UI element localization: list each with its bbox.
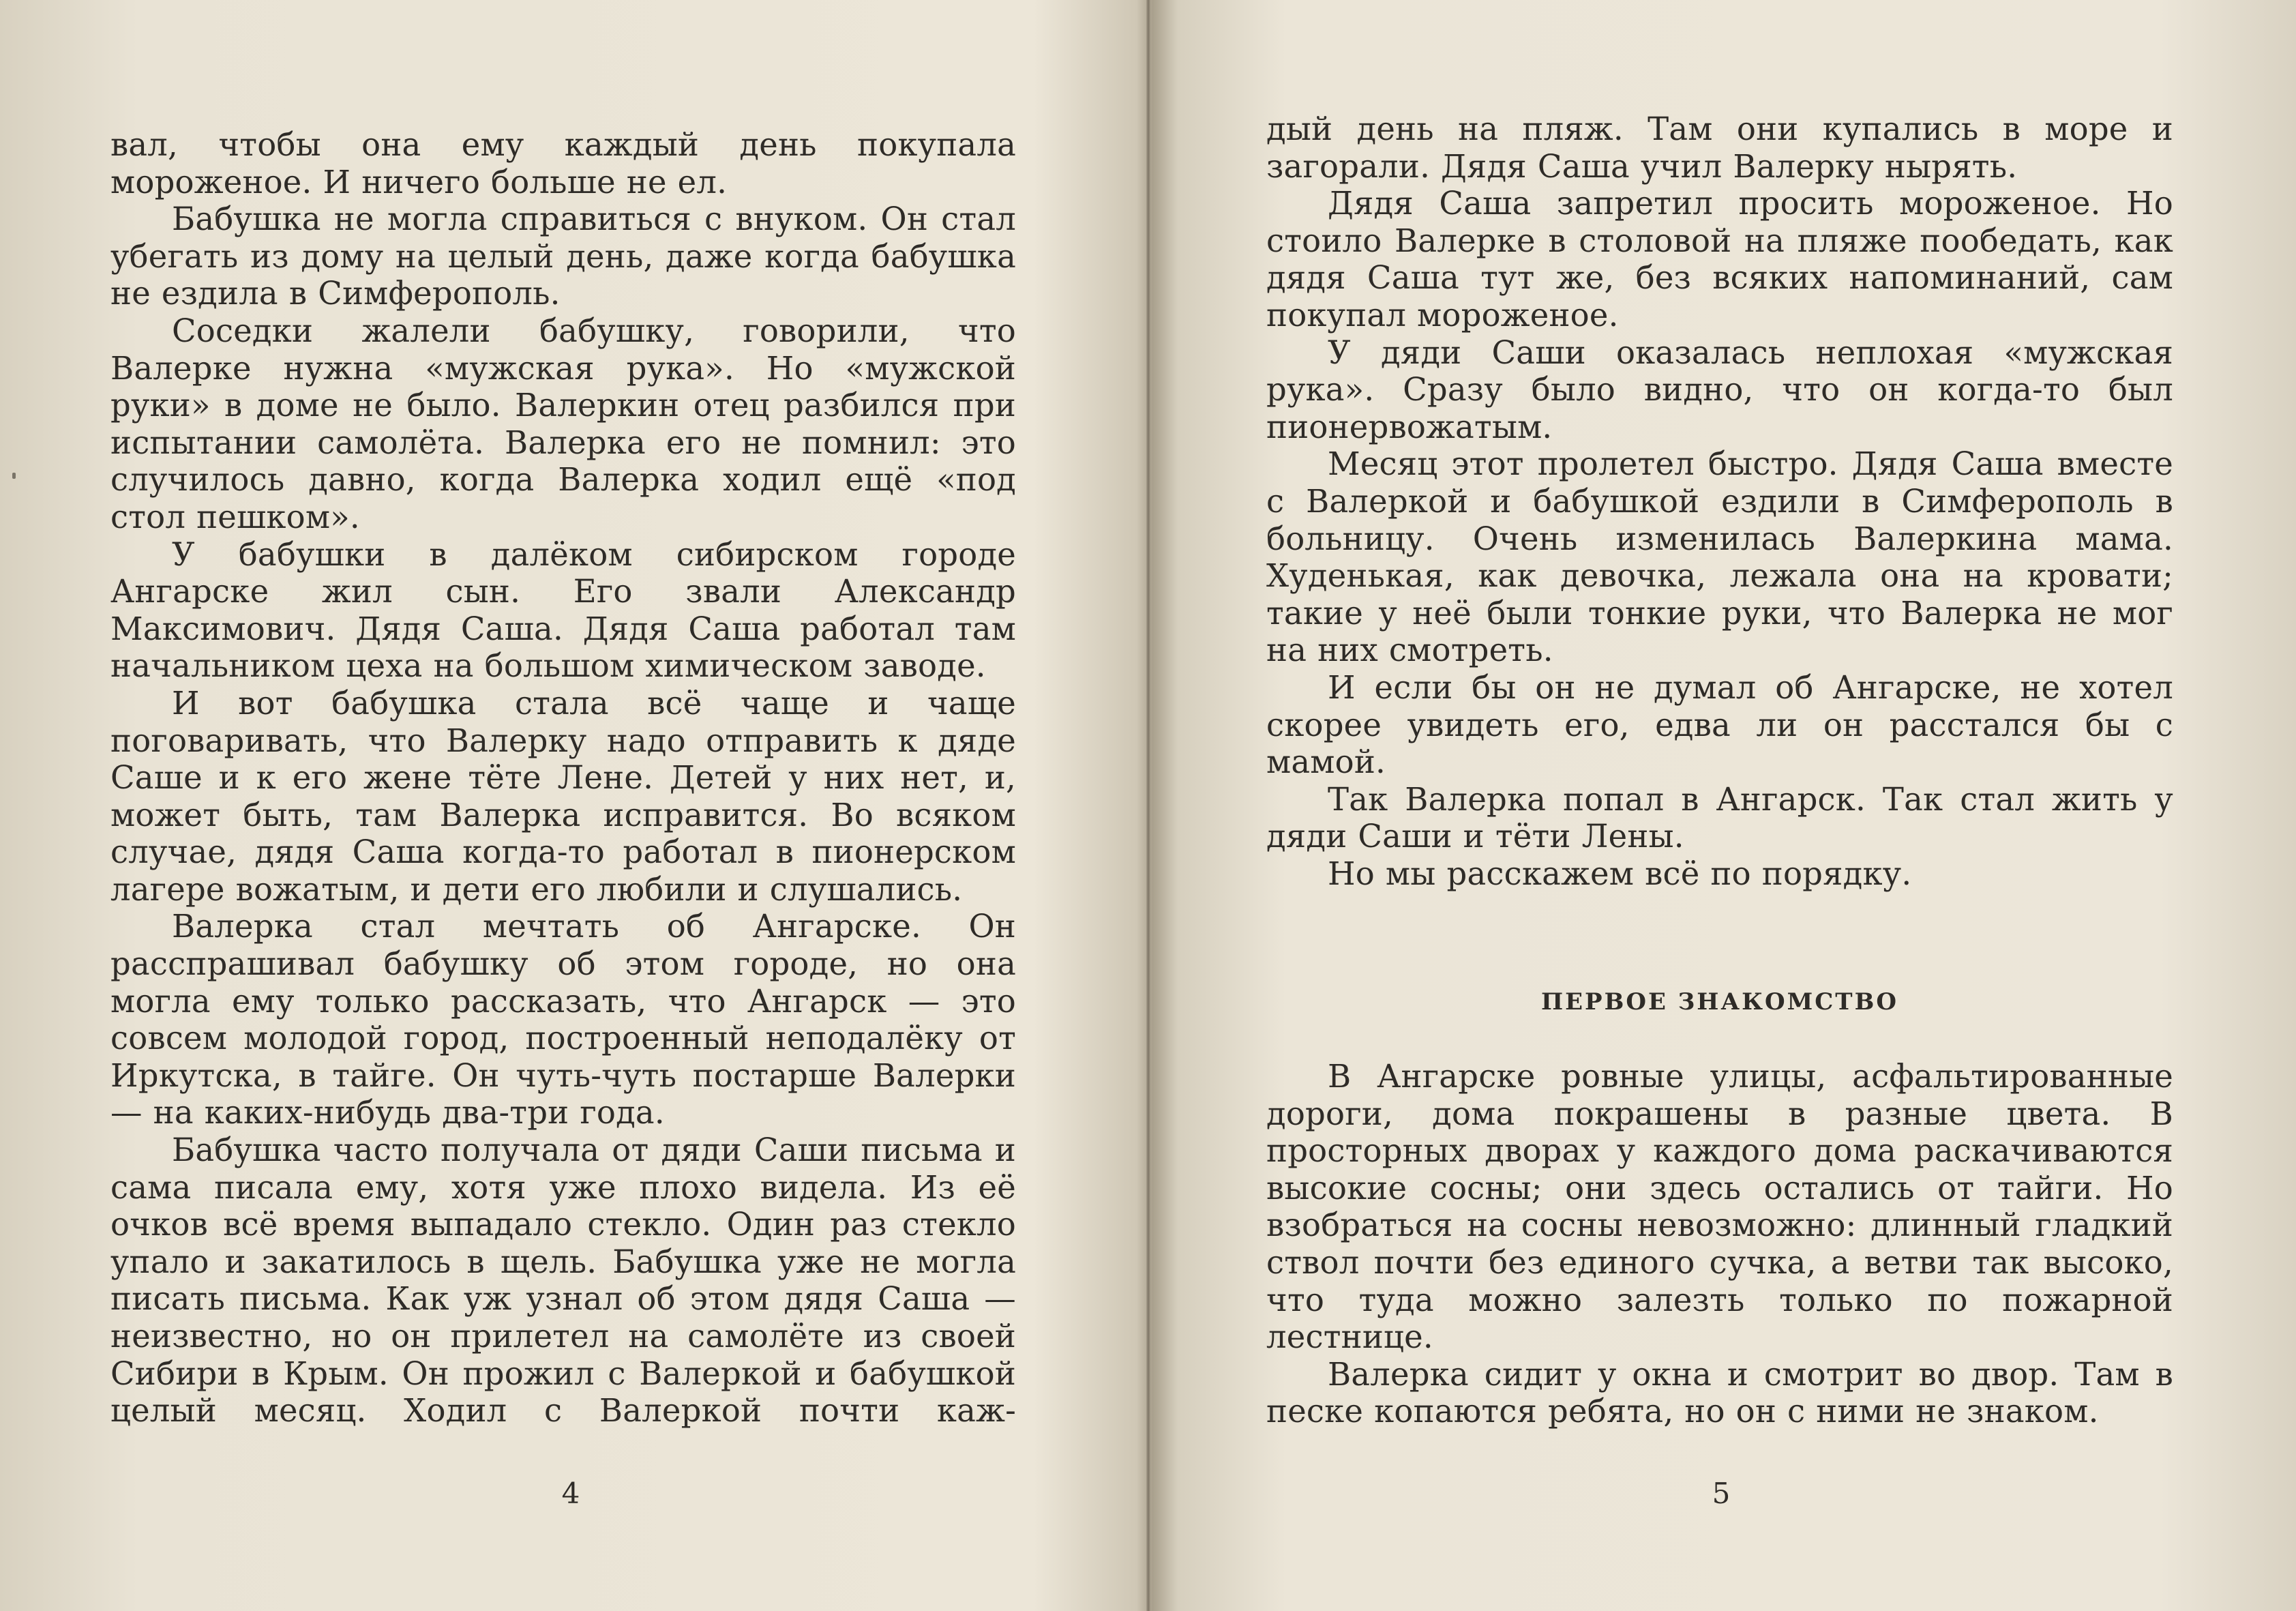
paragraph: Валерка стал мечтать об Ангарске. Он расспрашивал бабушку об этом городе, но она могла ему только рассказать, что Ангарск — это совсем молодой город, построенный неподалёку от Иркутска, в тайге. Он чуть-чуть постарше Валерки — на каких-нибудь два-три года. (110, 908, 1016, 1132)
chapter-title: ПЕРВОЕ ЗНАКОМСТВО (1541, 988, 1898, 1016)
paragraph: В Ангарске ровные улицы, асфальтированные дороги, дома покрашены в разные цвета. В просторных дворах у каждого дома раскачиваются высокие сосны; они здесь остались от тайги. Но взобраться на сосны невозможно: длинный гладкий ствол почти без единого сучка, а ветви так высоко, что туда можно залезть только по пожарной лестнице. (1266, 1058, 2173, 1356)
paragraph: Но мы расскажем всё по порядку. (1328, 855, 1912, 892)
left-page-text (110, 126, 1016, 1430)
paragraph: Бабушка не могла справиться с внуком. Он стал убегать из дому на целый день, даже когда бабушка не ездила в Симферополь. (110, 201, 1016, 312)
paragraph: У дяди Саши оказалась неплохая «мужская рука». Сразу было видно, что он когда-то был пионервожатым. (1266, 334, 2173, 445)
paragraph: Месяц этот пролетел быстро. Дядя Саша вместе с Валеркой и бабушкой ездили в Симферополь в больницу. Очень изменилась Валеркина мама. Худенькая, как девочка, лежала она на кровати; такие у неё были тонкие руки, что Валерка не мог на них смотреть. (1266, 445, 2173, 669)
paragraph: Дядя Саша запретил просить мороженое. Но стоило Валерке в столовой на пляже пообедать, как дядя Саша тут же, без всяких напоминаний, сам покупал мороженое. (1266, 185, 2173, 334)
book-gutter (1146, 0, 1150, 1611)
paragraph: Так Валерка попал в Ангарск. Так стал жить у дяди Саши и тёти Лены. (1266, 780, 2173, 855)
right-page-text-top (1266, 110, 2173, 892)
paragraph: И вот бабушка стала всё чаще и чаще поговаривать, что Валерку надо отправить к дяде Саше и к его жене тёте Лене. Детей у них нет, и, может быть, там Валерка исправится. Во всяком случае, дядя Саша когда-то работал в пионерском лагере вожатым, и дети его любили и слушались. (110, 684, 1016, 908)
paragraph: Валерка сидит у окна и смотрит во двор. Там в песке копаются ребята, но он с ними не знаком. (1266, 1355, 2173, 1430)
paragraph: И если бы он не думал об Ангарске, не хотел скорее увидеть его, едва ли он расстался бы с мамой. (1266, 668, 2173, 781)
left-page (0, 0, 1146, 1611)
paragraph: Бабушка часто получала от дяди Саши письма и сама писала ему, хотя уже плохо видела. Из её очков всё время выпадало стекло. Один раз стекло упало и закатилось в щель. Бабушка уже не могла писать письма. Как уж узнал об этом дядя Саша — неизвестно, но он прилетел на самолёте из своей Сибири в Крым. Он прожил с Валеркой и бабушкой целый месяц. Ходил с Валеркой почти каж- (110, 1132, 1016, 1430)
paragraph: дый день на пляж. Там они купались в море и загорали. Дядя Саша учил Валерку нырять. (1266, 110, 2173, 185)
page-number: 5 (1712, 1477, 1731, 1510)
paragraph: вал, чтобы она ему каждый день покупала мороженое. И ничего больше не ел. (110, 126, 1016, 201)
paragraph: Соседки жалели бабушку, говорили, что Валерке нужна «мужская рука». Но «мужской руки» в доме не было. Валеркин отец разбился при испытании самолёта. Валерка его не помнил: это случилось давно, когда Валерка ходил ещё «под стол пешком». (110, 312, 1016, 535)
right-page-text-chapter (1266, 1058, 2173, 1430)
page-number: 4 (561, 1477, 580, 1510)
paragraph: У бабушки в далёком сибирском городе Ангарске жил сын. Его звали Александр Максимович. Дядя Саша. Дядя Саша работал там начальником цеха на большом химическом заводе. (110, 535, 1016, 685)
